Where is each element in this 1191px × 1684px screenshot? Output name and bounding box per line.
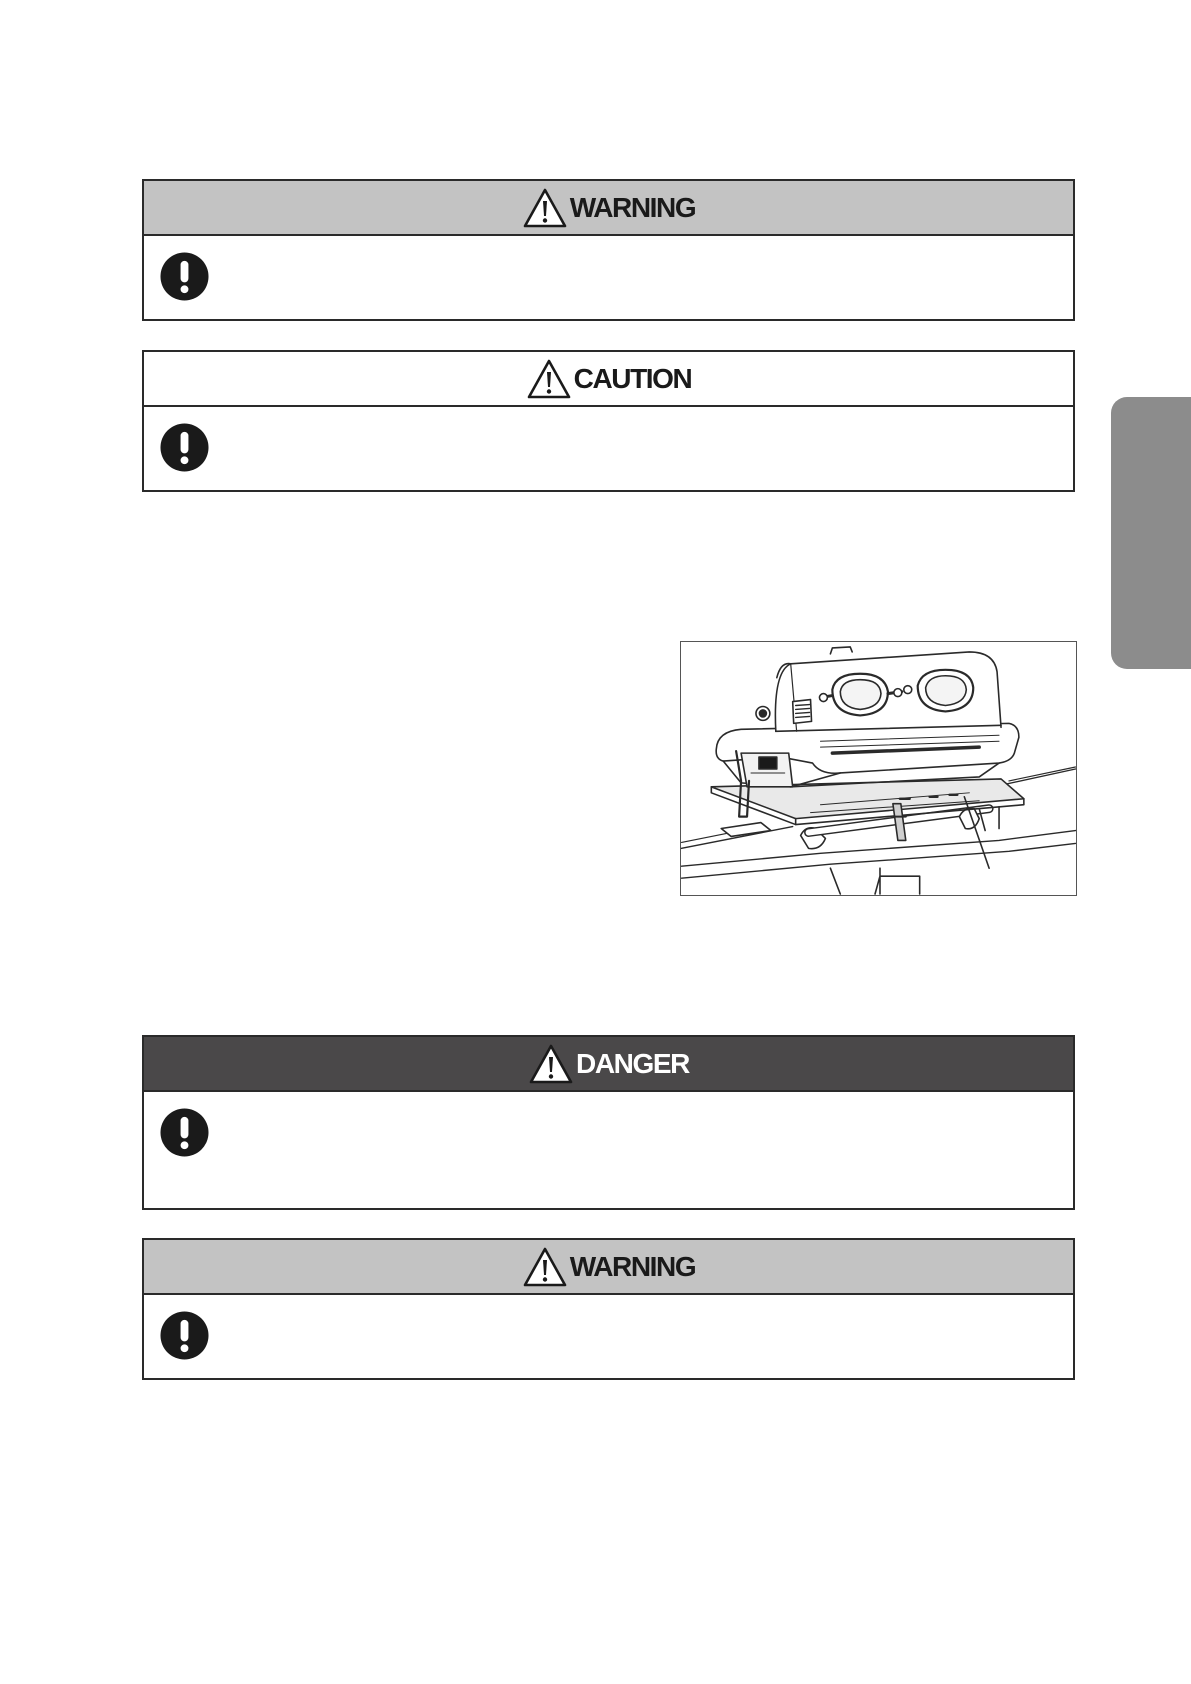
mandatory-action-icon: [160, 252, 209, 301]
mandatory-action-icon: [160, 423, 209, 472]
incubator-illustration: [680, 641, 1077, 896]
notice-body: [144, 1092, 1073, 1208]
chapter-side-tab: [1111, 397, 1191, 669]
notice-title: CAUTION: [573, 362, 692, 394]
notice-body: [144, 236, 1073, 319]
danger-notice: [142, 1035, 1075, 1210]
caution-notice: [142, 350, 1075, 492]
warning-triangle-icon: [526, 358, 572, 400]
warning-header: [144, 181, 1073, 236]
mandatory-action-icon: [160, 1108, 209, 1157]
warning-header: [144, 1240, 1073, 1295]
notice-title: WARNING: [569, 1250, 696, 1282]
warning-triangle-icon: [522, 1246, 568, 1288]
warning-triangle-icon: [522, 187, 568, 229]
caution-header: [144, 352, 1073, 407]
mandatory-action-icon: [160, 1311, 209, 1360]
warning-triangle-icon: [528, 1043, 574, 1085]
warning-notice-1: [142, 179, 1075, 321]
incubator-drawing: [681, 642, 1076, 895]
notice-title: WARNING: [569, 191, 696, 223]
notice-title: DANGER: [576, 1047, 689, 1079]
notice-body: [144, 1295, 1073, 1378]
notice-body: [144, 407, 1073, 490]
warning-notice-2: [142, 1238, 1075, 1380]
danger-header: [144, 1037, 1073, 1092]
